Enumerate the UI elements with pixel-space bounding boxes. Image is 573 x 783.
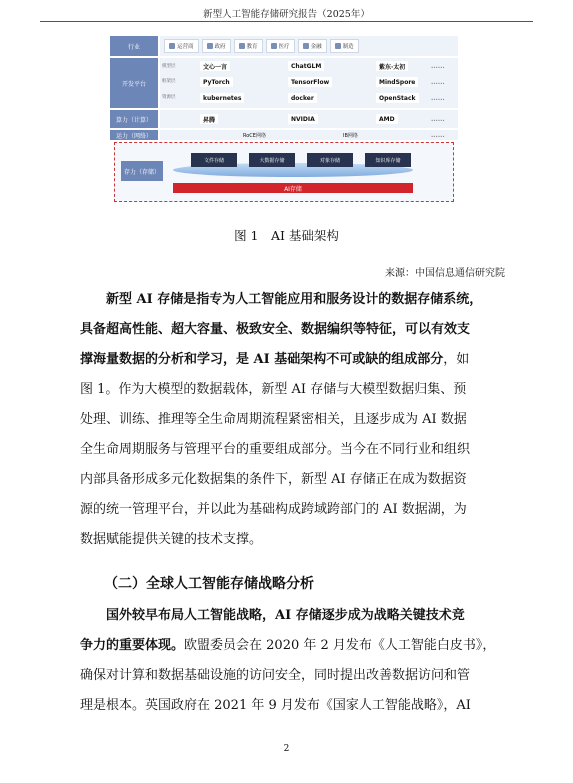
section-heading: （二）全球人工智能存储战略分析	[104, 576, 314, 592]
page-number: 2	[283, 744, 290, 754]
storage-type: 大数据存储	[249, 153, 295, 167]
industry-chip	[234, 39, 263, 53]
industry-label: 运营商	[177, 44, 194, 50]
text-line	[80, 438, 470, 457]
platform-more: ......	[431, 78, 445, 86]
bold-text: 具备超高性能、超大容量、极致安全、数据编织等特征，可以有效支	[80, 322, 471, 337]
industry-icon	[169, 43, 175, 49]
text-line	[106, 604, 465, 623]
platform-more: ......	[431, 62, 445, 70]
platform-logo: docker	[288, 93, 317, 103]
platform-more: ......	[431, 94, 445, 102]
platform-logo: OpenStack	[376, 93, 419, 103]
industry-icon	[271, 43, 277, 49]
platform-logos	[160, 58, 458, 108]
network-items	[160, 130, 458, 140]
network-item: IB网络	[343, 132, 358, 139]
platform-logo: MindSpore	[376, 77, 418, 87]
row-label-platform: 开发平台	[110, 58, 158, 108]
regular-text: 内部具备形成多元化数据集的条件下，新型 AI 存储正在成为数据资	[80, 472, 467, 487]
industry-chip	[266, 39, 295, 53]
platform-sub-framework: 框架层	[162, 79, 176, 84]
regular-text: 源的统一管理平台，并以此为基础构成跨域跨部门的 AI 数据湖，为	[80, 502, 467, 517]
network-more: ......	[431, 131, 445, 139]
running-header: 新型人工智能存储研究报告（2025年）	[203, 9, 370, 20]
platform-sub-model: 模型层	[162, 64, 176, 69]
regular-text: 图 1。作为大模型的数据载体，新型 AI 存储与大模型数据归集、预	[80, 382, 467, 397]
bold-text: 争力的重要体现。	[80, 638, 185, 653]
platform-logo: TensorFlow	[288, 77, 332, 87]
storage-block	[114, 142, 454, 202]
industry-chip	[202, 39, 231, 53]
industry-label: 教育	[246, 44, 258, 50]
industry-chip	[298, 39, 327, 53]
regular-text: 欧盟委员会在 2020 年 2 月发布《人工智能白皮书》，	[184, 638, 496, 653]
header-rule	[40, 21, 533, 22]
platform-sub-resource: 资源层	[162, 95, 176, 100]
compute-logo: NVIDIA	[288, 114, 318, 124]
platform-logo: 文心一言	[200, 61, 230, 71]
text-line	[80, 664, 470, 683]
regular-text: 处理、训练、推理等全生命周期流程紧密相关，且逐步成为 AI 数据	[80, 412, 467, 427]
bold-text: 国外较早布局人工智能战略，AI 存储逐步成为战略关键技术竞	[106, 608, 465, 623]
row-label-network: 运力（网络）	[110, 130, 158, 140]
compute-logo: 昇腾	[200, 114, 218, 124]
bold-text: 新型 AI 存储是指专为人工智能应用和服务设计的数据存储系统，	[106, 292, 483, 307]
ai-storage-bar: AI存储	[173, 183, 413, 193]
industry-label: 医疗	[278, 44, 290, 50]
text-line	[80, 634, 495, 653]
storage-type: 知识库存储	[365, 153, 411, 167]
platform-logo: kubernetes	[200, 93, 244, 103]
regular-text: 数据赋能提供关键的技术支撑。	[80, 532, 263, 547]
industry-items	[160, 36, 458, 56]
regular-text: 全生命周期服务与管理平台的重要组成部分。当今在不同行业和组织	[80, 442, 471, 457]
compute-logos	[160, 110, 458, 128]
bold-text: 撑海量数据的分析和学习，是 AI 基础架构不可或缺的组成部分	[80, 352, 444, 367]
industry-chip	[164, 39, 199, 53]
row-label-compute: 算力（计算）	[110, 110, 158, 128]
industry-label: 制造	[342, 44, 354, 50]
text-line	[80, 318, 470, 337]
text-line	[80, 498, 467, 517]
figure-caption: 图 1 AI 基础架构	[234, 228, 339, 243]
industry-label: 政府	[214, 44, 226, 50]
text-line	[80, 348, 469, 367]
storage-type: 文件存储	[191, 153, 237, 167]
text-line	[80, 378, 466, 397]
row-label-industry: 行业	[110, 36, 158, 56]
text-line	[80, 528, 262, 547]
platform-logo: ChatGLM	[288, 61, 324, 71]
platform-logo: PyTorch	[200, 77, 233, 87]
text-line	[80, 408, 467, 427]
storage-type: 对象存储	[307, 153, 353, 167]
industry-icon	[239, 43, 245, 49]
row-label-storage: 存力（存储）	[121, 161, 163, 181]
industry-label: 金融	[310, 44, 322, 50]
text-line	[80, 468, 467, 487]
regular-text: 理是根本。英国政府在 2021 年 9 月发布《国家人工智能战略》，AI	[80, 698, 471, 713]
industry-icon	[303, 43, 309, 49]
compute-more: ......	[431, 115, 445, 123]
platform-logo: 紫东·太初	[376, 61, 408, 71]
network-item: RoCE网络	[243, 132, 266, 139]
industry-icon	[335, 43, 341, 49]
ai-architecture-figure	[110, 36, 458, 202]
figure-source: 来源：中国信息通信研究院	[385, 268, 505, 279]
regular-text: ，如	[443, 352, 470, 367]
industry-chip	[330, 39, 359, 53]
compute-logo: AMD	[376, 114, 398, 124]
regular-text: 确保对计算和数据基础设施的访问安全，同时提出改善数据访问和管	[80, 668, 471, 683]
industry-icon	[207, 43, 213, 49]
text-line	[80, 694, 471, 713]
text-line	[106, 288, 482, 307]
